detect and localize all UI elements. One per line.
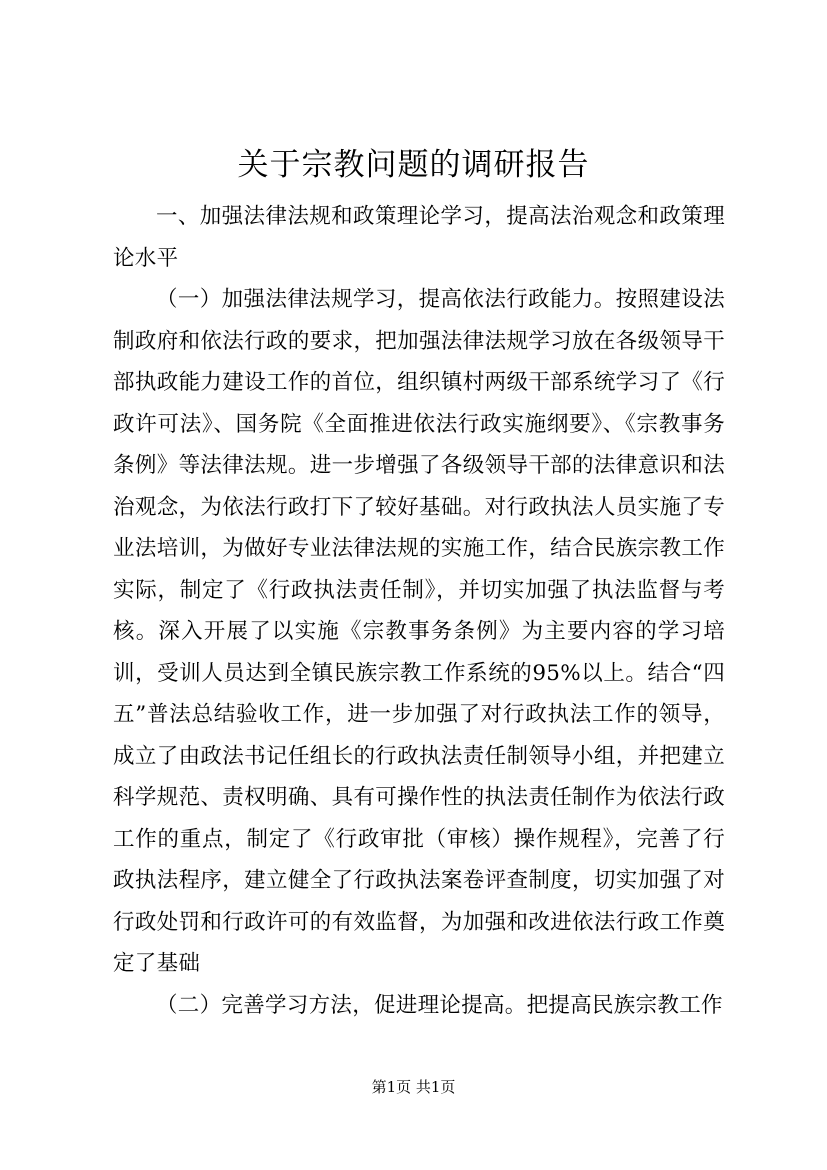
page-footer: 第1页 共1页	[371, 1078, 456, 1096]
section-heading: 一、加强法律法规和政策理论学习，提高法治观念和政策理论水平	[113, 204, 725, 271]
document-body	[113, 196, 725, 1026]
paragraph: （二）完善学习方法，促进理论提高。把提高民族宗教工作	[156, 992, 723, 1018]
paragraph: （一）加强法律法规学习，提高依法行政能力。按照建设法制政府和依法行政的要求，把加强法律法规学习放在各级领导干部执政能力建设工作的首位，组织镇村两级干部系统学习了《行政许可法》、国务院《全面推进依法行政实施纲要》、《宗教事务条例》等法律法规。进一步增强了各级领导干部的法律意识和法治观念，为依法行政打下了较好基础。对行政执法人员实施了专业法培训，为做好专业法律法规的实施工作，结合民族宗教工作实际，制定了《行政执法责任制》，并切实加强了执法监督与考核。深入开展了以实施《宗教事务条例》为主要内容的学习培训，受训人员达到全镇民族宗教工作系统的95%以上。结合“四五”普法总结验收工作，进一步加强了对行政执法工作的领导，成立了由政法书记任组长的行政执法责任制领导小组，并把建立科学规范、责权明确、具有可操作性的执法责任制作为依法行政工作的重点，制定了《行政审批（审核）操作规程》，完善了行政执法程序，建立健全了行政执法案卷评查制度，切实加强了对行政处罚和行政许可的有效监督，为加强和改进依法行政工作奠定了基础	[113, 287, 725, 976]
document-title: 关于宗教问题的调研报告	[237, 147, 590, 183]
